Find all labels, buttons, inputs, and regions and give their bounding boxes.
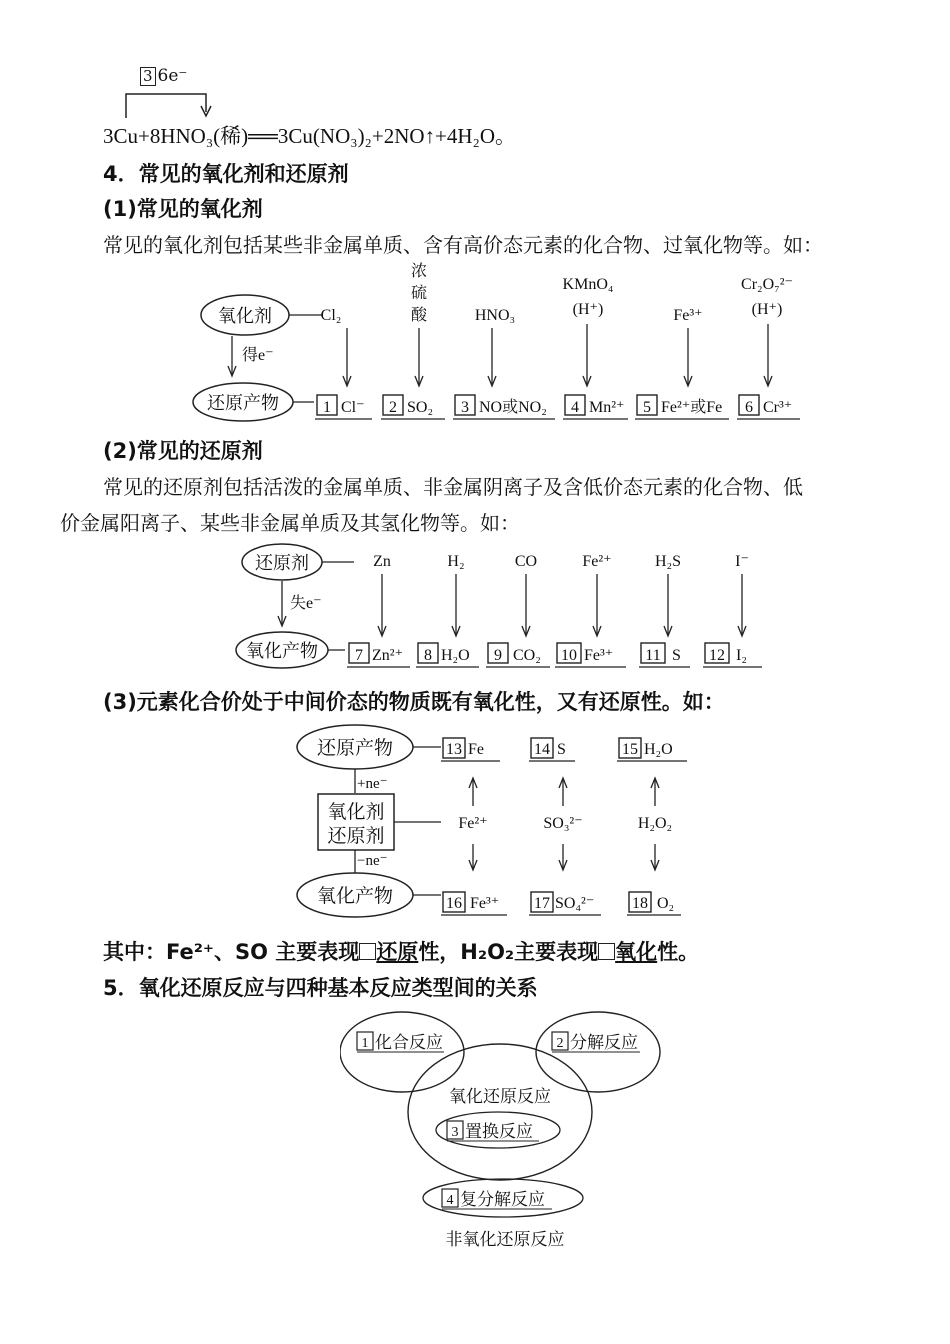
reducer-paragraph-line1: 常见的还原剂包括活泼的金属单质、非金属阴离子及含低价态元素的化合物、低 [103, 475, 803, 499]
product-2 [381, 395, 445, 419]
middle-valence-diagram [295, 720, 715, 925]
reduction-product-node-2: 还原产物 [316, 738, 394, 759]
svg-text:SO₂: SO₂ [407, 399, 434, 416]
product-13 [441, 738, 500, 761]
svg-text:7: 7 [355, 647, 363, 664]
reactant-kmno4: KMnO₄ [562, 276, 614, 293]
svg-text:6: 6 [745, 399, 753, 416]
minus-ne-label: −ne⁻ [357, 853, 388, 869]
reactant-conc-h2so4-2: 硫 [410, 285, 428, 302]
svg-text:SO₃²⁻: SO₃²⁻ [543, 815, 583, 832]
svg-text:15: 15 [622, 741, 638, 758]
svg-text:4: 4 [571, 399, 579, 416]
svg-text:H₂: H₂ [447, 553, 465, 570]
venn-non-redox-label: 非氧化还原反应 [445, 1230, 565, 1249]
venn-combination [357, 1032, 444, 1052]
reactant-kmno4-h: (H⁺) [572, 301, 604, 318]
svg-text:S: S [672, 647, 681, 664]
answer-oxidizing: 氧化 [615, 940, 658, 964]
svg-text:10: 10 [561, 647, 577, 664]
svg-text:H₂O: H₂O [644, 741, 673, 758]
answer-blank-box [359, 943, 376, 960]
electron-transfer-label: 3 6e⁻ [140, 66, 187, 86]
oxidizer-paragraph: 常见的氧化剂包括某些非金属单质、含有高价态元素的化合物、过氧化物等。如： [103, 233, 823, 257]
svg-text:2: 2 [389, 399, 397, 416]
venn-double-decomposition [442, 1189, 552, 1209]
answer-box: 3 [140, 67, 156, 86]
svg-text:Cl⁻: Cl⁻ [341, 399, 365, 416]
product-16 [441, 892, 507, 915]
gain-electron-label: 得e⁻ [242, 347, 274, 364]
product-6 [737, 395, 800, 419]
product-9 [486, 643, 550, 667]
svg-text:S: S [557, 741, 566, 758]
venn-decomposition [552, 1032, 640, 1052]
answer-blank-box-2 [598, 943, 615, 960]
svg-text:Fe³⁺: Fe³⁺ [584, 647, 614, 664]
oxidation-product-node: 氧化产物 [246, 641, 318, 661]
section-5-heading: 5．氧化还原反应与四种基本反应类型间的关系 [103, 976, 538, 1000]
svg-text:化合反应: 化合反应 [375, 1033, 443, 1052]
redox-equation: 3Cu+8HNO₃(稀)══3Cu(NO₃)₂+2NO↑+4H₂O。 [103, 124, 517, 148]
lose-electron-label: 失e⁻ [290, 595, 322, 612]
svg-text:置换反应: 置换反应 [465, 1122, 533, 1141]
svg-text:13: 13 [446, 741, 462, 758]
reducer-paragraph-line2: 价金属阳离子、某些非金属单质及其氢化物等。如： [60, 511, 520, 535]
svg-text:12: 12 [709, 647, 725, 664]
svg-text:17: 17 [534, 895, 550, 912]
answer-reducing: 还原 [376, 940, 419, 964]
svg-text:1: 1 [361, 1036, 369, 1051]
svg-text:4: 4 [446, 1193, 454, 1208]
svg-text:3: 3 [451, 1125, 459, 1140]
reactant-conc-h2so4-1: 浓 [410, 263, 428, 280]
svg-text:复分解反应: 复分解反应 [460, 1190, 545, 1209]
product-12 [703, 643, 762, 667]
center-line1: 氧化剂 [327, 802, 385, 823]
svg-text:Fe: Fe [468, 741, 484, 758]
svg-text:Cr³⁺: Cr³⁺ [763, 399, 793, 416]
venn-displacement [447, 1121, 539, 1141]
reducer-node: 还原剂 [255, 553, 309, 573]
product-7 [347, 643, 410, 667]
product-1 [315, 395, 372, 419]
reactant-cl2: Cl₂ [320, 307, 342, 324]
product-15 [617, 738, 687, 761]
svg-text:H₂O: H₂O [441, 647, 470, 664]
note-line: 其中：Fe²⁺、SO 主要表现 还原性，H₂O₂主要表现 氧化性。 [103, 940, 700, 964]
product-11 [639, 643, 690, 667]
reaction-type-venn [340, 1010, 670, 1260]
svg-text:H₂S: H₂S [654, 553, 682, 570]
svg-text:16: 16 [446, 895, 462, 912]
svg-text:8: 8 [424, 647, 432, 664]
reactant-cr2o7: Cr₂O₇²⁻ [741, 276, 793, 293]
svg-text:5: 5 [643, 399, 651, 416]
plus-ne-label: +ne⁻ [357, 776, 388, 792]
product-4 [563, 395, 628, 419]
reduction-product-node: 还原产物 [207, 393, 279, 413]
svg-text:2: 2 [556, 1036, 564, 1051]
svg-text:Fe²⁺: Fe²⁺ [582, 553, 612, 570]
product-18 [627, 892, 681, 915]
electron-transfer-bracket [118, 86, 218, 120]
reactant-hno3: HNO₃ [474, 307, 516, 324]
svg-text:3: 3 [461, 399, 469, 416]
product-8 [416, 643, 479, 667]
oxidation-product-node-2: 氧化产物 [316, 886, 394, 907]
reactant-conc-h2so4-3: 酸 [410, 307, 428, 324]
product-3 [453, 395, 555, 419]
oxidizer-diagram [190, 262, 810, 427]
svg-text:9: 9 [494, 647, 502, 664]
product-14 [529, 738, 575, 761]
svg-text:Fe²⁺: Fe²⁺ [458, 815, 488, 832]
svg-text:1: 1 [323, 399, 331, 416]
svg-text:I⁻: I⁻ [735, 553, 749, 570]
svg-text:Mn²⁺: Mn²⁺ [589, 399, 625, 416]
oxidizer-node: 氧化剂 [218, 306, 272, 326]
reactant-cr2o7-h: (H⁺) [751, 301, 783, 318]
sub-heading-oxidizers: (1)常见的氧化剂 [103, 197, 263, 221]
product-17 [529, 892, 601, 915]
venn-redox-label: 氧化还原反应 [449, 1087, 551, 1106]
svg-text:Zn²⁺: Zn²⁺ [372, 647, 404, 664]
section-4-heading: 4．常见的氧化剂和还原剂 [103, 162, 349, 186]
svg-text:Fe²⁺或Fe: Fe²⁺或Fe [661, 399, 723, 416]
svg-text:分解反应: 分解反应 [570, 1033, 638, 1052]
svg-text:O₂: O₂ [657, 895, 675, 912]
reducer-diagram [230, 540, 790, 675]
center-line2: 还原剂 [327, 826, 385, 847]
svg-text:SO₄²⁻: SO₄²⁻ [555, 895, 595, 912]
svg-text:Fe³⁺: Fe³⁺ [470, 895, 500, 912]
reactant-fe3: Fe³⁺ [673, 307, 703, 324]
svg-text:14: 14 [534, 741, 550, 758]
svg-text:11: 11 [645, 647, 661, 664]
svg-text:Zn: Zn [373, 553, 391, 570]
svg-text:CO: CO [514, 553, 538, 570]
svg-text:18: 18 [632, 895, 648, 912]
product-10 [555, 643, 626, 667]
product-5 [635, 395, 729, 419]
svg-text:NO或NO₂: NO或NO₂ [479, 399, 547, 416]
sub-heading-middle-valence: (3)元素化合价处于中间价态的物质既有氧化性，又有还原性。如： [103, 690, 725, 714]
svg-text:H₂O₂: H₂O₂ [637, 815, 673, 832]
svg-text:I₂: I₂ [736, 647, 747, 664]
sub-heading-reducers: (2)常见的还原剂 [103, 439, 263, 463]
svg-text:CO₂: CO₂ [513, 647, 541, 664]
